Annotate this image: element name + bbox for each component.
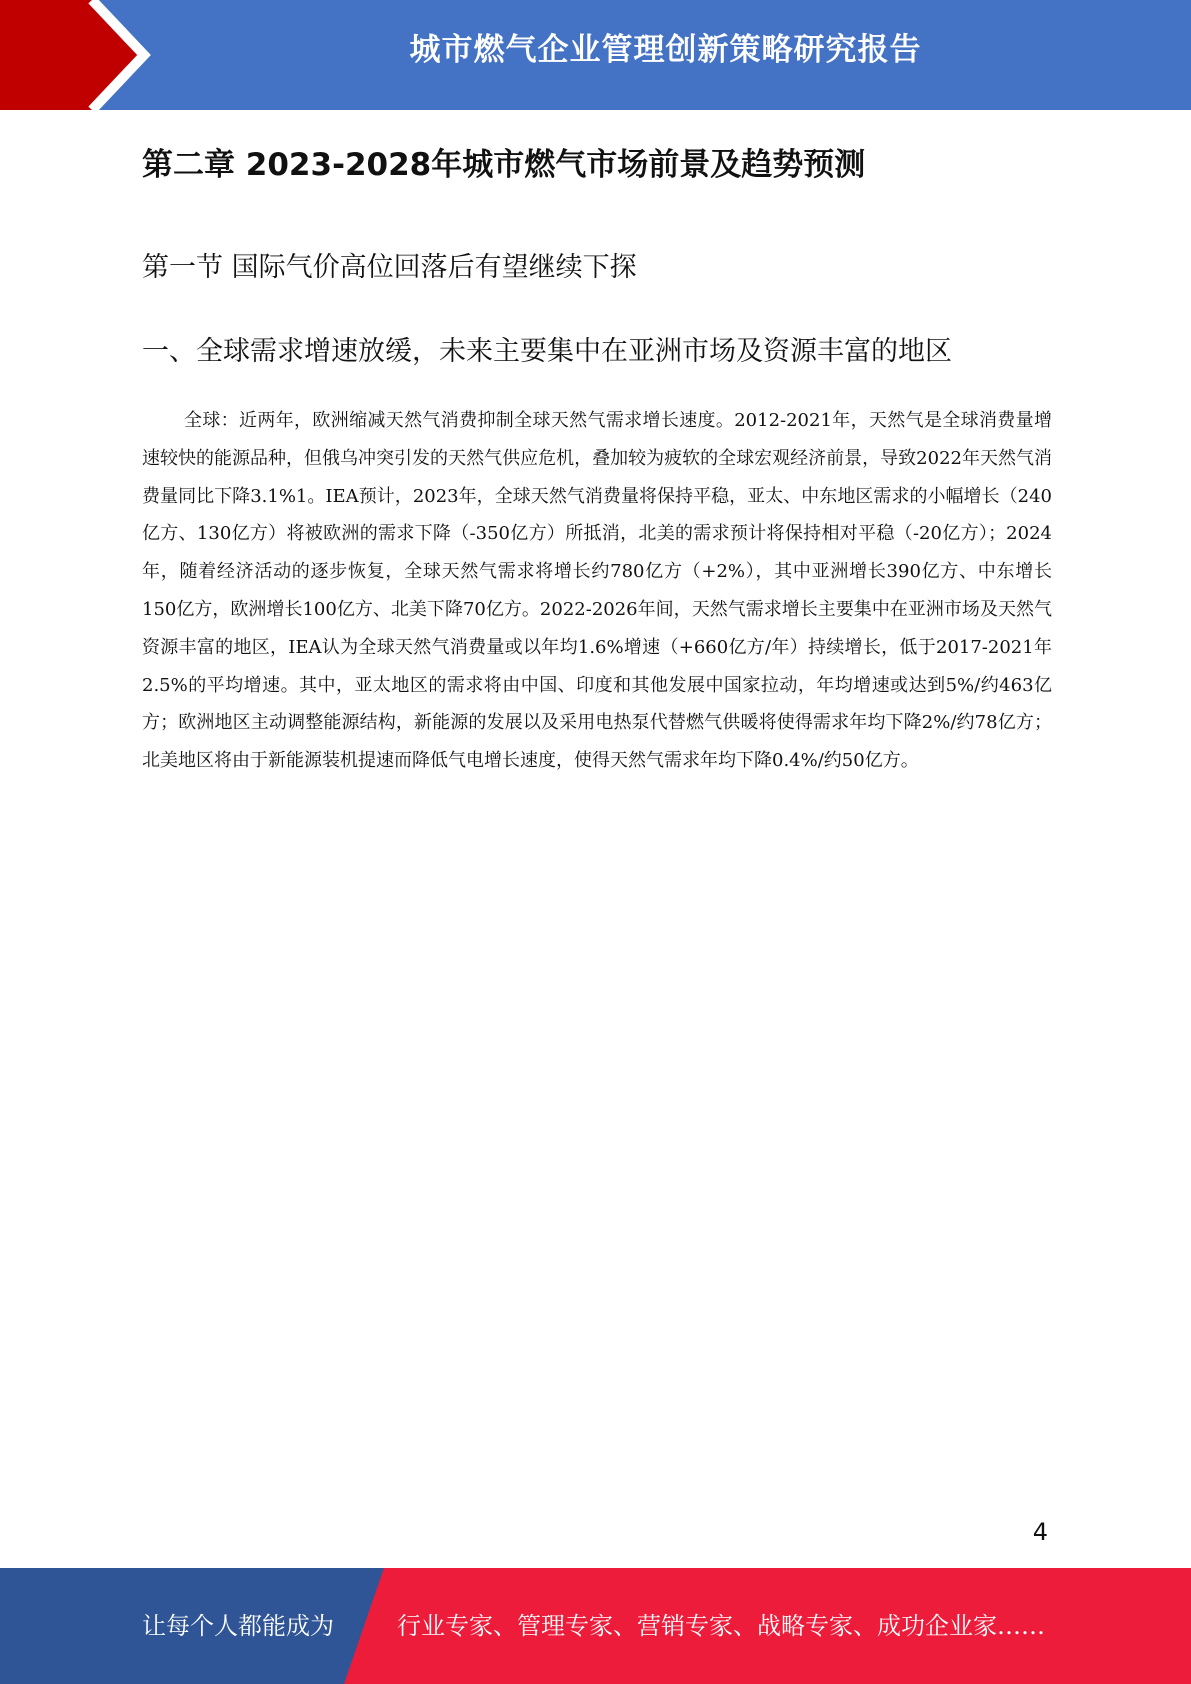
footer-slogan-right: 行业专家、管理专家、营销专家、战略专家、成功企业家…… xyxy=(397,1612,1045,1640)
footer-slogan-left: 让每个人都能成为 xyxy=(142,1612,334,1640)
document-content xyxy=(142,110,1052,780)
chapter-title: 第二章 2023-2028年城市燃气市场前景及趋势预测 xyxy=(142,147,866,183)
header-title: 城市燃气企业管理创新策略研究报告 xyxy=(409,32,922,68)
page-number: 4 xyxy=(1032,1518,1048,1546)
footer-banner xyxy=(0,1568,1191,1684)
header-banner xyxy=(0,0,1191,110)
subsection-title: 一、全球需求增速放缓，未来主要集中在亚洲市场及资源丰富的地区 xyxy=(142,336,952,367)
body-paragraph: 全球：近两年，欧洲缩减天然气消费抑制全球天然气需求增长速度。2012-2021年，天然气是全球消费量增速较快的能源品种，但俄乌冲突引发的天然气供应危机，叠加较为疲软的全球宏观经济前景，导致2022年天然气消费量同比下降3.1%1。IEA预计，2023年，全球天然气消费量将保持平稳，亚太、中东地区需求的小幅增长（240亿方、130亿方）将被欧洲的需求下降（-350亿方）所抵消，北美的需求预计将保持相对平稳（-20亿方）；2024年，随着经济活动的逐步恢复，全球天然气需求将增长约780亿方（+2%），其中亚洲增长390亿方、中东增长150亿方，欧洲增长100亿方、北美下降70亿方。2022-2026年间，天然气需求增长主要集中在亚洲市场及天然气资源丰富的地区，IEA认为全球天然气消费量或以年均1.6%增速（+660亿方/年）持续增长，低于2017-2021年2.5%的平均增速。其中，亚太地区的需求将由中国、印度和其他发展中国家拉动，年均增速或达到5%/约463亿方；欧洲地区主动调整能源结构，新能源的发展以及采用电热泵代替燃气供暖将使得需求年均下降2%/约78亿方；北美地区将由于新能源装机提速而降低气电增长速度，使得天然气需求年均下降0.4%/约50亿方。 xyxy=(142,410,1052,772)
section-title: 第一节 国际气价高位回落后有望继续下探 xyxy=(142,252,637,283)
header-red-arrow-shape xyxy=(0,0,140,110)
